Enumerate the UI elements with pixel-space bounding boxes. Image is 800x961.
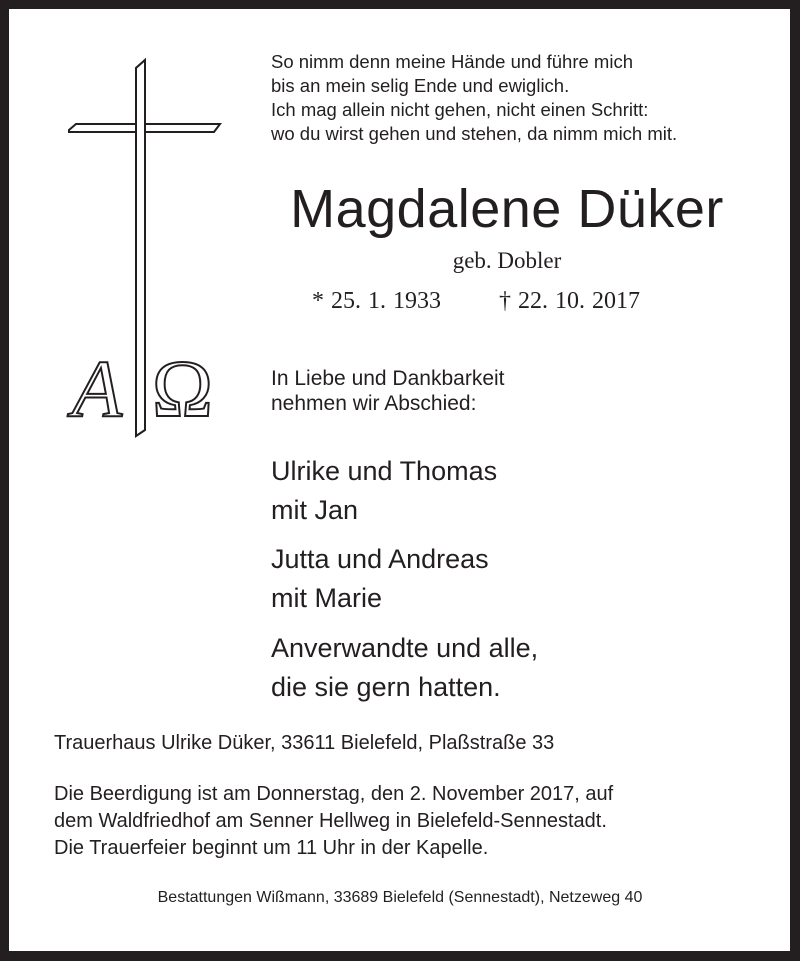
poem-line: bis an mein selig Ende und ewiglich. (271, 75, 570, 96)
mourner-line: mit Marie (271, 583, 383, 613)
mourner-line: Ulrike und Thomas (271, 456, 498, 486)
info-line: dem Waldfriedhof am Senner Hellweg in Bielefeld-Sennestadt. (54, 810, 607, 832)
deceased-name: Magdalene Düker (290, 179, 724, 239)
poem (271, 50, 677, 146)
death-date: † 22. 10. 2017 (499, 288, 640, 314)
intro-line: In Liebe und Dankbarkeit (271, 367, 505, 390)
info-line: Die Trauerfeier beginnt um 11 Uhr in der Kapelle. (54, 837, 489, 859)
house-of-mourning: Trauerhaus Ulrike Düker, 33611 Bielefeld, Plaßstraße 33 (54, 732, 555, 754)
birth-date: * 25. 1. 1933 (312, 288, 441, 314)
svg-text:A: A (72, 343, 123, 434)
intro-line: nehmen wir Abschied: (271, 392, 477, 415)
mourner-group (271, 629, 538, 707)
poem-line: So nimm denn meine Hände und führe mich (271, 51, 633, 72)
life-dates (312, 288, 640, 315)
mourner-line: Jutta und Andreas (271, 544, 489, 574)
mourner-line: die sie gern hatten. (271, 672, 501, 702)
farewell-intro (271, 366, 505, 416)
mourner-line: mit Jan (271, 495, 359, 525)
mourner-line: Anverwandte und alle, (271, 633, 539, 663)
mourner-group (271, 452, 497, 530)
undertaker: Bestattungen Wißmann, 33689 Bielefeld (Sennestadt), Netzeweg 40 (157, 889, 643, 906)
poem-line: Ich mag allein nicht gehen, nicht einen Schritt: (271, 99, 649, 120)
funeral-info (54, 781, 613, 862)
mourner-group (271, 540, 489, 618)
info-line: Die Beerdigung ist am Donnerstag, den 2. November 2017, auf (54, 783, 614, 805)
birth-name: geb. Dobler (452, 248, 562, 273)
poem-line: wo du wirst gehen und stehen, da nimm mich mit. (271, 123, 678, 144)
svg-text:Ω: Ω (152, 343, 213, 434)
